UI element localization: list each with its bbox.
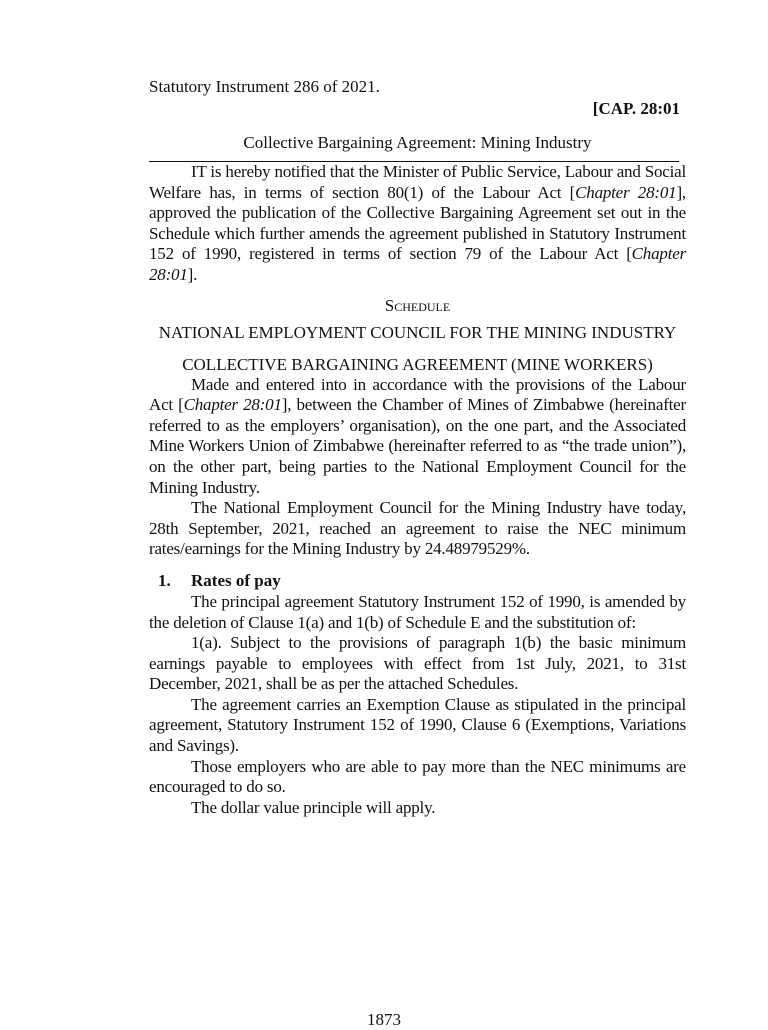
exemption-paragraph: The agreement carries an Exemption Clause as stipulated in the principal agreement, Statutory Instrument 152 of 1990, Clause 6 (Exemptions, Variations and Savings). xyxy=(149,694,686,756)
employers-paragraph: Those employers who are able to pay more than the NEC minimums are encouraged to do so. xyxy=(149,756,686,797)
schedule-label: Schedule xyxy=(384,295,451,315)
intro-paragraph xyxy=(149,162,686,286)
short-title: Collective Bargaining Agreement: Mining Industry xyxy=(243,133,592,152)
principal-agreement-paragraph: The principal agreement Statutory Instrument 152 of 1990, is amended by the deletion of Clause 1(a) and 1(b) of Schedule E and the substitution of: xyxy=(149,591,686,632)
document-page xyxy=(149,76,686,818)
nec-agreement-paragraph: The National Employment Council for the Mining Industry have today, 28th September, 2021, reached an agreement to raise the NEC minimum rates/earnings for the Mining Industry by 24.48979529%. xyxy=(149,498,686,559)
clause-1a-paragraph: 1(a). Subject to the provisions of paragraph 1(b) the basic minimum earnings payable to employees with effect from 1st July, 2021, to 31st December, 2021, shall be as per the attached Schedules. xyxy=(149,633,686,694)
statutory-instrument-number: Statutory Instrument 286 of 2021. xyxy=(149,77,380,96)
chapter-reference: [CAP. 28:01 xyxy=(592,99,680,118)
section-title: Rates of pay xyxy=(191,570,281,590)
intro-text-1: IT is hereby notified that the Minister of Public Service, Labour and Social Welfare has, in terms of section 80(1) of the Labour Act [ xyxy=(149,162,686,202)
cba-heading: COLLECTIVE BARGAINING AGREEMENT (MINE WORKERS) xyxy=(182,354,653,374)
made-chapter-ref: Chapter 28:01 xyxy=(183,395,282,415)
intro-text-3: ]. xyxy=(187,264,198,284)
intro-chapter-ref-1: Chapter 28:01 xyxy=(575,182,677,202)
nec-heading: NATIONAL EMPLOYMENT COUNCIL FOR THE MINING INDUSTRY xyxy=(158,322,677,342)
intro-chapter-ref-2: Chapter 28:01 xyxy=(149,244,686,284)
made-text-2: ], between the Chamber of Mines of Zimbabwe (hereinafter referred to as the employers’ organisation), on the one part, and the Associated Mine Workers Union of Zimbabwe (hereinafter referred to as “the trade union”), on the other part, being parties to the National Employment Council for the Mining Industry. xyxy=(149,395,686,497)
page-number: 1873 xyxy=(367,1010,401,1029)
made-text-1: Made and entered into in accordance with the provisions of the Labour Act [ xyxy=(149,374,686,415)
section-heading-rates-of-pay xyxy=(149,570,686,592)
section-number: 1. xyxy=(158,570,171,590)
intro-text-2: ], approved the publication of the Collective Bargaining Agreement set out in the Schedule which further amends the agreement published in Statutory Instrument 152 of 1990, registered in terms of section 79 of the Labour Act [ xyxy=(149,182,686,264)
made-paragraph xyxy=(149,375,686,499)
dollar-value-paragraph: The dollar value principle will apply. xyxy=(191,797,436,817)
